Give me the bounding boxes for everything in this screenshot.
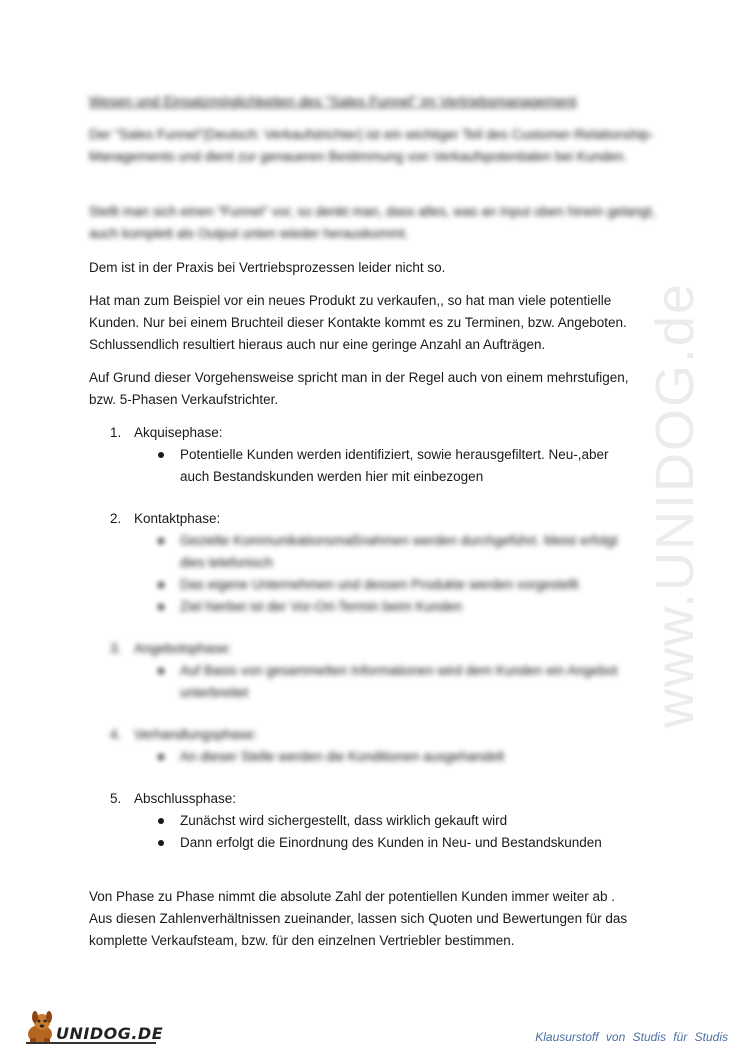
bullet-dot-icon [158,582,164,588]
unidog-watermark: www.UNIDOG.de [645,281,705,729]
unidog-logo-text: UNIDOG.DE [56,1024,164,1043]
document-page: Wesen und Einsatzmöglichkeiten des "Sales Funnel" im Vertriebsmanagement Der "Sales Funnel"(Deutsch: Verkaufstrichter) ist ein wichtiger Teil des Customer-Relationship-Managements und dient zur genaueren Bestimmung von Verkaufspotentialen bei Kunden. Stellt man sich einen "Funnel" vor, so denkt man, dass alles, was an Input oben hinein gelangt, auch komplett als Output unten wieder herauskommt. Dem ist in der Praxis bei Vertriebsprozessen leider nicht so. Hat man zum Beispiel vor ein neues Produkt zu verkaufen,, so hat man viele potentielle Kunden. Nur bei einem Bruchteil dieser Kontakte kommt es zu Terminen, bzw. Angeboten. Schlussendlich resultiert hieraus auch nur eine geringe Anzahl an Aufträgen. Auf Grund dieser Vorgehensweise spricht man in der Regel auch von einem mehrstufigen, bzw. 5-Phasen Verkaufstrichter. 1. Akquisephase: Potentielle Kunden werden identifiziert, sowie herausgefiltert. Neu-,aber auch Bestandskunden werden hier mit einbezogen 2. Kontaktphase: Gezielte Kommunikationsmaßnahmen werden durchgeführt. Meist erfolgt dies telefonisch Das eigene Unternehmen und dessen Produkte werden vorgestellt Ziel hierbei ist der Vor-Ort-Termin beim Kunden 3. Angebotsphase: Auf Basis von gesammelten Informationen wird dem Kunden ein Angebot unterbreitet 4. Verhandlungsphase: An dieser Stelle werden die Konditionen ausgehandelt 5. Abschlussphase: Zunächst wird sichergestellt, dass wirklich gekauft wird Dann erfolgt die Einordnung des Kunden in Neu- und Bestandskunden Von Phase zu Phase nimmt die absolute Zahl der potentiellen Kunden immer weiter ab . Aus diesen Zahlenverhältnissen zueinander, lassen sich Quoten und Bewertungen für das komplette Verkaufsteam, bzw. für den einzelnen Vertriebler bestimmen. www.UNIDOG.de UNIDOG.DE Klausurstoff von Studis für Studis [0,0,750,1059]
document-title: Wesen und Einsatzmöglichkeiten des "Sales Funnel" im Vertriebsmanagement [89,93,577,109]
phase-4-bullet-1: An dieser Stelle werden die Konditionen ausgehandelt [158,746,648,768]
bullet-dot-icon [158,668,164,674]
phase-5-bullet-1: Zunächst wird sichergestellt, dass wirklich gekauft wird [158,810,648,832]
footer-tagline: Klausurstoff von Studis für Studis [535,1030,728,1044]
phase-2-heading: 2. Kontaktphase: [110,511,221,526]
paragraph-practice: Dem ist in der Praxis bei Vertriebsprozessen leider nicht so. [89,260,446,275]
phase-1-bullet-1: Potentielle Kunden werden identifiziert, sowie herausgefiltert. Neu-,aber auch Bestandskunden werden hier mit einbezogen [158,444,648,488]
phase-5-heading: 5. Abschlussphase: [110,791,237,806]
phase-4-heading: 4. Verhandlungsphase: [110,727,258,742]
intro-paragraph-2: Stellt man sich einen "Funnel" vor, so denkt man, dass alles, was an Input oben hinein gelangt, auch komplett als Output unten wieder herauskommt. [89,204,656,241]
phase-2-bullet-3: Ziel hierbei ist der Vor-Ort-Termin beim Kunden [158,596,648,618]
phase-2-bullet-1: Gezielte Kommunikationsmaßnahmen werden durchgeführt. Meist erfolgt dies telefonisch [158,530,648,574]
bullet-dot-icon [158,538,164,544]
phase-1-heading: 1. Akquisephase: [110,425,223,440]
bullet-dot-icon [158,818,164,824]
phase-3-bullet-1: Auf Basis von gesammelten Informationen wird dem Kunden ein Angebot unterbreitet [158,660,648,704]
bullet-dot-icon [158,754,164,760]
phase-3-heading: 3. Angebotsphase: [110,641,232,656]
bullet-dot-icon [158,604,164,610]
intro-paragraph-1: Der "Sales Funnel"(Deutsch: Verkaufstrichter) ist ein wichtiger Teil des Customer-Relationship-Managements und dient zur genaueren Bestimmung von Verkaufspotentialen bei Kunden. [89,127,654,164]
bullet-dot-icon [158,840,164,846]
phase-5-bullet-2: Dann erfolgt die Einordnung des Kunden in Neu- und Bestandskunden [158,832,648,854]
bullet-dot-icon [158,452,164,458]
phase-2-bullet-2: Das eigene Unternehmen und dessen Produkte werden vorgestellt [158,574,648,596]
